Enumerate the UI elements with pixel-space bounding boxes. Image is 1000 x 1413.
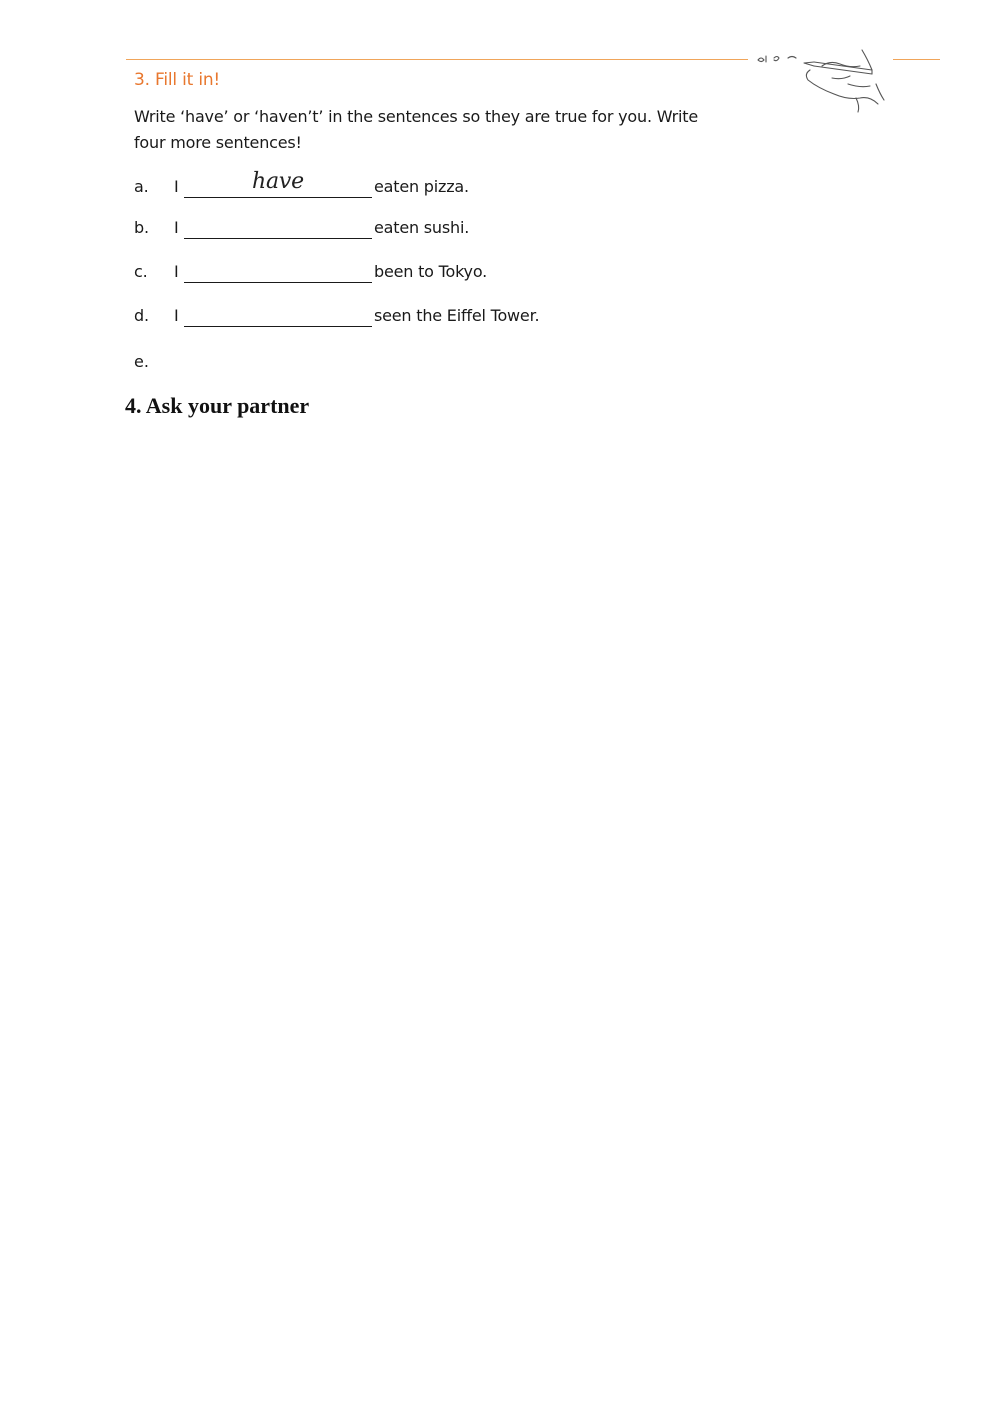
item-letter: a. xyxy=(134,177,149,196)
item-sentence-end: eaten pizza. xyxy=(374,177,469,196)
item-pronoun: I xyxy=(174,306,179,325)
cropped-item-letter xyxy=(134,352,149,371)
answer-blank[interactable] xyxy=(184,282,372,283)
section-3-instructions: Write ‘have’ or ‘haven’t’ in the sentences so they are true for you. Write four more sentences! xyxy=(134,107,698,152)
answer-blank[interactable] xyxy=(184,238,372,239)
section-4-title: 4. Ask your partner xyxy=(125,393,310,418)
item-letter: c. xyxy=(134,262,148,281)
item-sentence-end: been to Tokyo. xyxy=(374,262,488,281)
item-pronoun: I xyxy=(174,262,179,281)
cropped-item-letter-text: e. xyxy=(134,352,149,371)
item-letter: b. xyxy=(134,218,149,237)
item-letter: d. xyxy=(134,306,149,325)
item-pronoun: I xyxy=(174,177,179,196)
item-pronoun: I xyxy=(174,218,179,237)
answer-blank[interactable] xyxy=(184,197,372,198)
item-sentence-end: seen the Eiffel Tower. xyxy=(374,306,540,325)
header-rule-left xyxy=(126,59,748,60)
header-rule-right xyxy=(893,59,940,60)
item-answer-handwritten: have xyxy=(252,169,304,194)
item-sentence-end: eaten sushi. xyxy=(374,218,470,237)
section-3-title: 3. Fill it in! xyxy=(134,70,221,90)
hand-writing-icon xyxy=(752,44,892,114)
answer-blank[interactable] xyxy=(184,326,372,327)
